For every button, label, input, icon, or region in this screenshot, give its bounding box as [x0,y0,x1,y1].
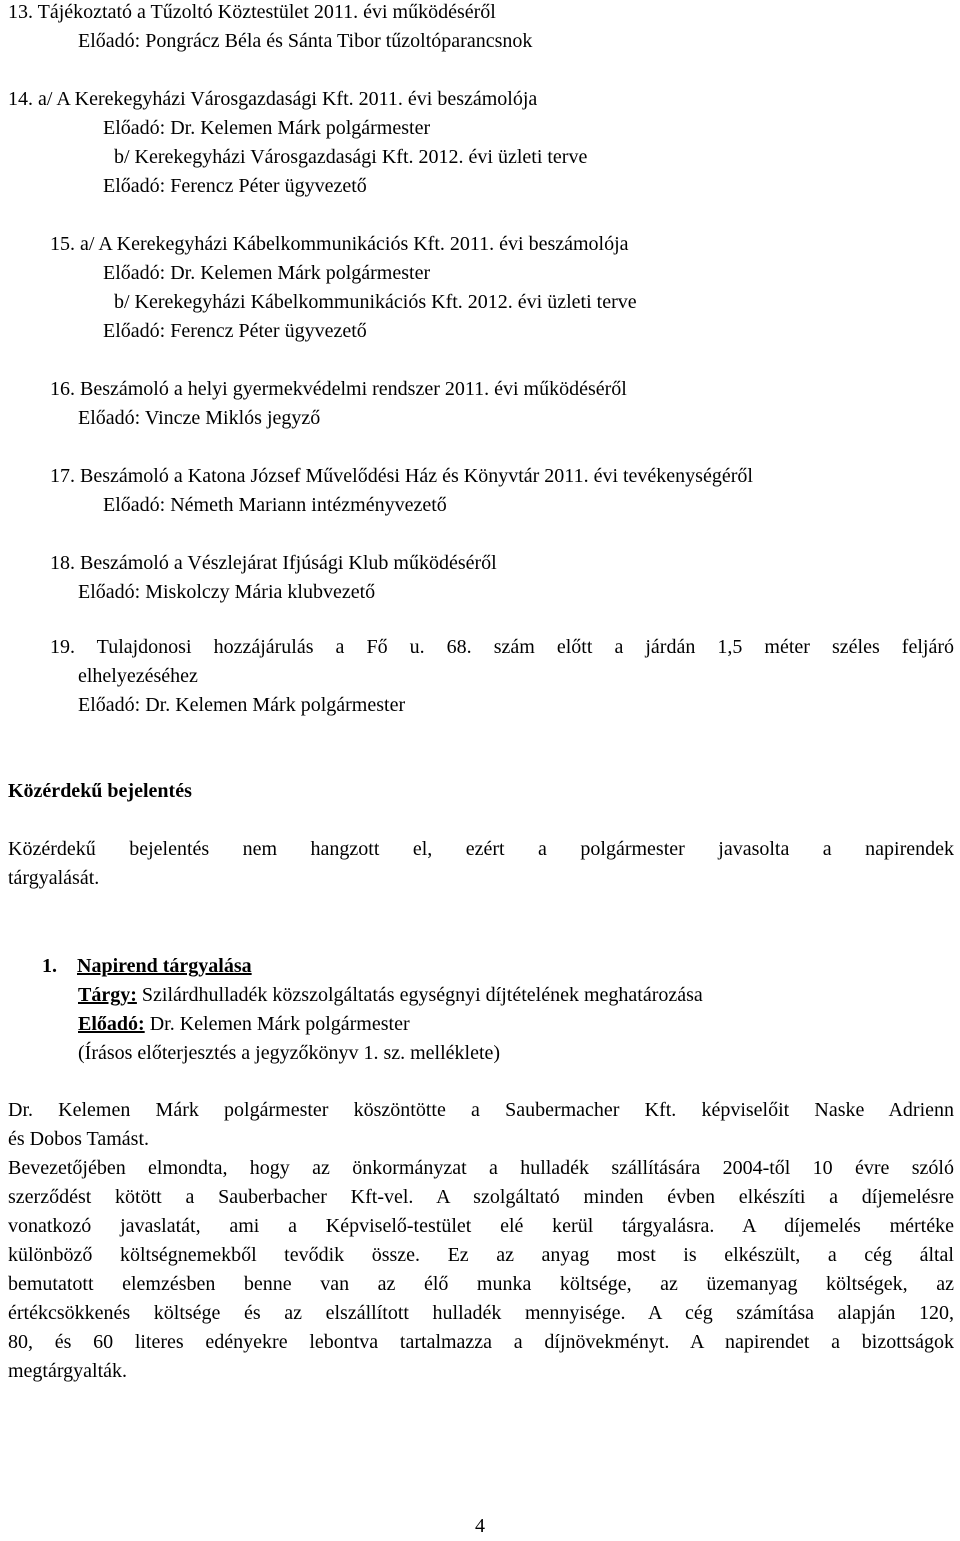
presenter-text: Dr. Kelemen Márk polgármester [144,1013,410,1035]
agenda-item-13-title: 13. Tájékoztató a Tűzoltó Köztestület 2011. évi működéséről [8,1,496,23]
agenda-discussion-number: 1. [42,955,57,977]
agenda-item-16-title: 16. Beszámoló a helyi gyermekvédelmi rendszer 2011. évi működéséről [50,378,627,400]
agenda-discussion-presenter-row [78,1010,410,1039]
agenda-item-15b-title: b/ Kerekegyházi Kábelkommunikációs Kft. 2012. évi üzleti terve [114,291,637,313]
agenda-item-14b-title: b/ Kerekegyházi Városgazdasági Kft. 2012. évi üzleti terve [114,146,588,168]
agenda-discussion-subject-row [78,981,703,1010]
agenda-item-13-presenter: Előadó: Pongrácz Béla és Sánta Tibor tűzoltóparancsnok [78,30,533,52]
body-line-8: értékcsökkenés költsége és az elszállított hulladék mennyisége. A cég számítása alapján 120, [8,1302,954,1324]
agenda-item-15a-presenter: Előadó: Dr. Kelemen Márk polgármester [103,262,431,284]
agenda-item-14b-presenter: Előadó: Ferencz Péter ügyvezető [103,175,367,197]
agenda-item-17-title: 17. Beszámoló a Katona József Művelődési Ház és Könyvtár 2011. évi tevékenységéről [50,465,753,487]
public-announcement-line-1: Közérdekű bejelentés nem hangzott el, ezért a polgármester javasolta a napirendek [8,838,954,860]
body-line-6: különböző költségnemekből tevődik össze. Ez az anyag most is elkészült, a cég által [8,1244,954,1266]
agenda-item-15a-title: 15. a/ A Kerekegyházi Kábelkommunikációs Kft. 2011. évi beszámolója [50,233,629,255]
body-line-2: és Dobos Tamást. [8,1128,149,1150]
presenter-label: Előadó: [78,1013,145,1035]
agenda-item-18-title: 18. Beszámoló a Vészlejárat Ifjúsági Klub működéséről [50,552,497,574]
agenda-item-14a-title: 14. a/ A Kerekegyházi Városgazdasági Kft. 2011. évi beszámolója [8,88,538,110]
subject-text: Szilárdhulladék közszolgáltatás egységnyi díjtételének meghatározása [136,984,703,1006]
agenda-item-18-presenter: Előadó: Miskolczy Mária klubvezető [78,581,376,603]
agenda-item-15b-presenter: Előadó: Ferencz Péter ügyvezető [103,320,367,342]
body-line-10: megtárgyalták. [8,1360,128,1382]
agenda-item-14a-presenter: Előadó: Dr. Kelemen Márk polgármester [103,117,431,139]
agenda-discussion-note: (Írásos előterjesztés a jegyzőkönyv 1. sz. melléklete) [78,1042,501,1064]
agenda-item-19-presenter: Előadó: Dr. Kelemen Márk polgármester [78,694,406,716]
body-line-7: bemutatott elemzésben benne van az élő munka költsége, az üzemanyag költségek, az [8,1273,954,1295]
agenda-item-17-presenter: Előadó: Németh Mariann intézményvezető [103,494,447,516]
subject-label: Tárgy: [78,984,137,1006]
page-number: 4 [475,1515,485,1537]
agenda-discussion-heading-row [42,952,252,981]
body-line-1: Dr. Kelemen Márk polgármester köszöntötte a Saubermacher Kft. képviselőit Naske Adrienn [8,1099,954,1121]
agenda-item-19-title-line1: 19. Tulajdonosi hozzájárulás a Fő u. 68. szám előtt a járdán 1,5 méter széles feljáró [50,636,954,658]
public-announcement-heading: Közérdekű bejelentés [8,780,192,802]
agenda-item-19-title-line2: elhelyezéséhez [78,665,198,687]
body-line-9: 80, és 60 literes edényekre lebontva tartalmazza a díjnövekményt. A napirendet a bizottságok [8,1331,954,1353]
agenda-item-16-presenter: Előadó: Vincze Miklós jegyző [78,407,321,429]
body-line-5: vonatkozó javaslatát, ami a Képviselő-testület elé kerül tárgyalásra. A díjemelés mértéke [8,1215,954,1237]
agenda-discussion-heading: Napirend tárgyalása [77,955,252,977]
body-line-3: Bevezetőjében elmondta, hogy az önkormányzat a hulladék szállítására 2004-től 10 évre szóló [8,1157,954,1179]
public-announcement-line-2: tárgyalását. [8,867,100,889]
body-line-4: szerződést kötött a Sauberbacher Kft-vel. A szolgáltató minden évben elkészíti a díjemelésre [8,1186,954,1208]
